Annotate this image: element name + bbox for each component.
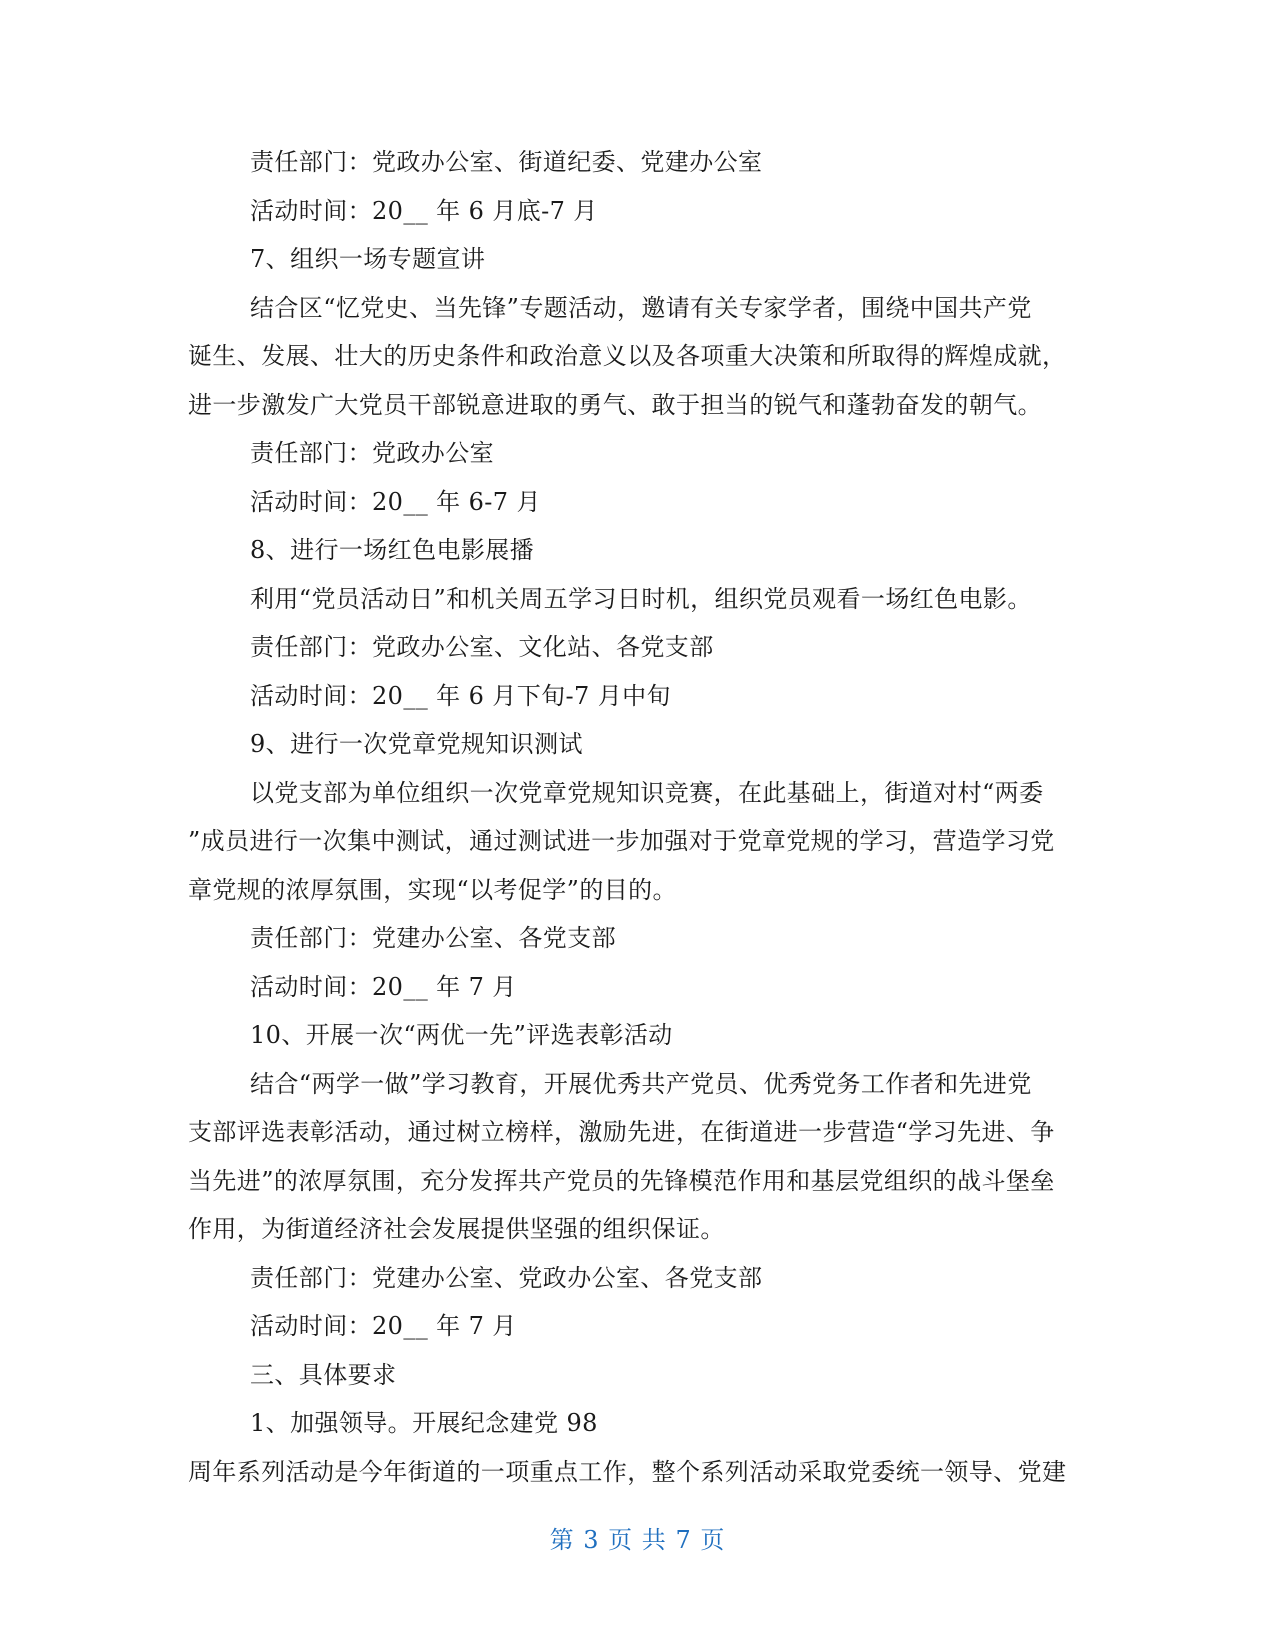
text-line: 责任部门：党政办公室、文化站、各党支部 — [250, 633, 714, 661]
text-line: 活动时间：20__ 年 6 月下旬-7 月中旬 — [250, 681, 671, 710]
text-line: 活动时间：20__ 年 6-7 月 — [250, 487, 541, 516]
document-body — [188, 138, 1088, 1496]
text-line: 诞生、发展、壮大的历史条件和政治意义以及各项重大决策和所取得的辉煌成就， — [188, 342, 1067, 370]
text-line: 活动时间：20__ 年 7 月 — [250, 972, 517, 1001]
text-line: 责任部门：党政办公室 — [250, 439, 494, 467]
text-line: 周年系列活动是今年街道的一项重点工作，整个系列活动采取党委统一领导、党建 — [188, 1457, 1067, 1486]
text-line: 责任部门：党建办公室、各党支部 — [250, 924, 616, 952]
text-line: 进一步激发广大党员干部锐意进取的勇气、敢于担当的锐气和蓬勃奋发的朝气。 — [188, 390, 1042, 419]
text-line: 9、进行一次党章党规知识测试 — [250, 730, 583, 758]
text-line: 活动时间：20__ 年 6 月底-7 月 — [250, 196, 598, 225]
text-line: 利用“党员活动日”和机关周五学习日时机，组织党员观看一场红色电影。 — [250, 584, 1032, 613]
text-line: 8、进行一场红色电影展播 — [250, 536, 535, 564]
text-line: 作用，为街道经济社会发展提供坚强的组织保证。 — [188, 1215, 725, 1243]
text-line: 责任部门：党建办公室、党政办公室、各党支部 — [250, 1263, 763, 1292]
text-line: 当先进”的浓厚氛围，充分发挥共产党员的先锋模范作用和基层党组织的战斗堡垒 — [188, 1166, 1055, 1195]
text-line: 10、开展一次“两优一先”评选表彰活动 — [250, 1021, 673, 1049]
text-line: 章党规的浓厚氛围，实现“以考促学”的目的。 — [188, 875, 677, 904]
text-line: 责任部门：党政办公室、街道纪委、党建办公室 — [250, 148, 763, 176]
text-line: 三、具体要求 — [250, 1360, 397, 1389]
text-line: 支部评选表彰活动，通过树立榜样，激励先进，在街道进一步营造“学习先进、争 — [188, 1118, 1055, 1146]
text-line: 7、组织一场专题宣讲 — [250, 245, 486, 273]
text-line: 结合“两学一做”学习教育，开展优秀共产党员、优秀党务工作者和先进党 — [250, 1069, 1032, 1098]
text-line: 结合区“忆党史、当先锋”专题活动，邀请有关专家学者，围绕中国共产党 — [250, 293, 1032, 322]
page-footer: 第 3 页 共 7 页 — [549, 1526, 726, 1554]
text-line: ”成员进行一次集中测试，通过测试进一步加强对于党章党规的学习，营造学习党 — [188, 827, 1055, 855]
text-line: 活动时间：20__ 年 7 月 — [250, 1312, 517, 1340]
text-line: 以党支部为单位组织一次党章党规知识竞赛，在此基础上，街道对村“两委 — [250, 778, 1044, 807]
text-line: 1、加强领导。开展纪念建党 98 — [250, 1409, 598, 1437]
